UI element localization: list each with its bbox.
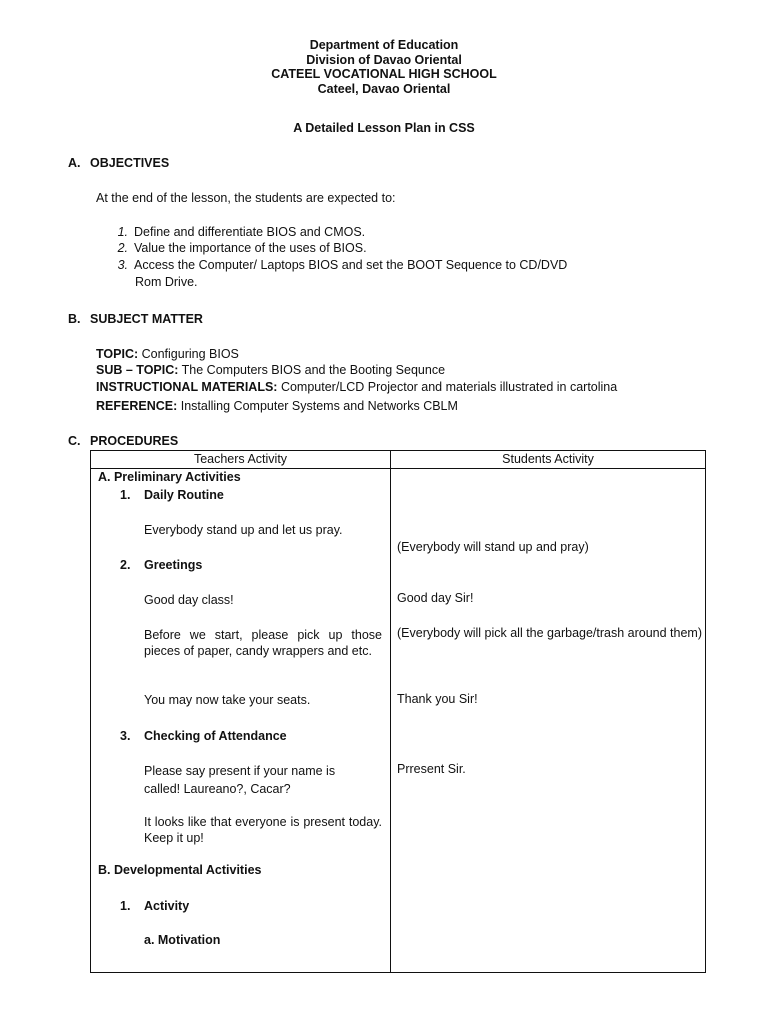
step-number: 1. — [120, 488, 131, 502]
student-present-text: Prresent Sir. — [397, 762, 466, 776]
step-number: 2. — [120, 558, 131, 572]
daily-routine-heading: Daily Routine — [144, 488, 224, 502]
subtopic-value: The Computers BIOS and the Booting Sequnce — [178, 363, 446, 377]
section-a-letter: A. — [68, 156, 81, 170]
attendance-heading: Checking of Attendance — [144, 729, 287, 743]
teacher-seats-text: You may now take your seats. — [144, 693, 311, 707]
materials-line — [96, 380, 617, 394]
materials-label: INSTRUCTIONAL MATERIALS: — [96, 380, 278, 394]
activity-heading: Activity — [144, 899, 190, 913]
header-department: Department of Education — [309, 38, 459, 52]
objective-item — [110, 241, 367, 255]
section-b-letter: B. — [68, 312, 81, 326]
reference-line — [96, 399, 458, 413]
student-thanks-text: Thank you Sir! — [397, 692, 478, 706]
section-c-heading: PROCEDURES — [90, 434, 179, 448]
section-a-heading: OBJECTIVES — [90, 156, 170, 170]
developmental-activities-heading: B. Developmental Activities — [98, 863, 262, 877]
document-title: A Detailed Lesson Plan in CSS — [293, 121, 475, 135]
objective-number: 1. — [117, 225, 128, 239]
student-pray-text: (Everybody will stand up and pray) — [397, 540, 589, 554]
teacher-present-text-2: called! Laureano?, Cacar? — [144, 782, 291, 796]
header-division: Division of Davao Oriental — [306, 53, 462, 67]
students-activity-header: Students Activity — [502, 452, 594, 466]
motivation-heading: a. Motivation — [144, 933, 221, 947]
objective-text: Value the importance of the uses of BIOS. — [134, 241, 367, 255]
objective-number: 2. — [117, 241, 128, 255]
section-b-heading: SUBJECT MATTER — [90, 312, 203, 326]
step-number: 3. — [120, 729, 131, 743]
greetings-heading: Greetings — [144, 558, 203, 572]
subtopic-label: SUB – TOPIC: — [96, 363, 179, 377]
teacher-present-text-1: Please say present if your name is — [144, 764, 336, 778]
topic-label: TOPIC: — [96, 347, 139, 361]
header-location: Cateel, Davao Oriental — [317, 82, 451, 96]
reference-value: Installing Computer Systems and Networks CBLM — [177, 399, 458, 413]
section-c-letter: C. — [68, 434, 81, 448]
subtopic-line — [96, 363, 445, 377]
teacher-looks-text: It looks like that everyone is present today. Keep it up! — [144, 815, 382, 845]
student-pickup-text: (Everybody will pick all the garbage/trash around them) — [397, 626, 703, 640]
objective-number: 3. — [117, 258, 128, 272]
teacher-pray-text: Everybody stand up and let us pray. — [144, 523, 343, 537]
step-number: 1. — [120, 899, 131, 913]
reference-label: REFERENCE: — [96, 399, 178, 413]
teacher-goodday-text: Good day class! — [144, 593, 234, 607]
teachers-activity-header: Teachers Activity — [193, 452, 288, 466]
column-divider — [390, 451, 391, 972]
topic-value: Configuring BIOS — [138, 347, 239, 361]
topic-line — [96, 347, 239, 361]
objectives-intro: At the end of the lesson, the students are expected to: — [96, 191, 396, 205]
objective-text: Define and differentiate BIOS and CMOS. — [134, 225, 366, 239]
objective-text-continued: Rom Drive. — [135, 275, 198, 289]
objective-text: Access the Computer/ Laptops BIOS and set the BOOT Sequence to CD/DVD — [134, 258, 568, 272]
procedures-table — [90, 450, 706, 973]
preliminary-activities-heading: A. Preliminary Activities — [98, 470, 241, 484]
objective-item — [110, 258, 567, 272]
materials-value: Computer/LCD Projector and materials illustrated in cartolina — [277, 380, 618, 394]
student-goodday-text: Good day Sir! — [397, 591, 474, 605]
header-school: CATEEL VOCATIONAL HIGH SCHOOL — [271, 67, 497, 81]
teacher-pickup-text: Before we start, please pick up those pieces of paper, candy wrappers and etc. — [144, 628, 382, 658]
objective-item — [110, 225, 365, 239]
